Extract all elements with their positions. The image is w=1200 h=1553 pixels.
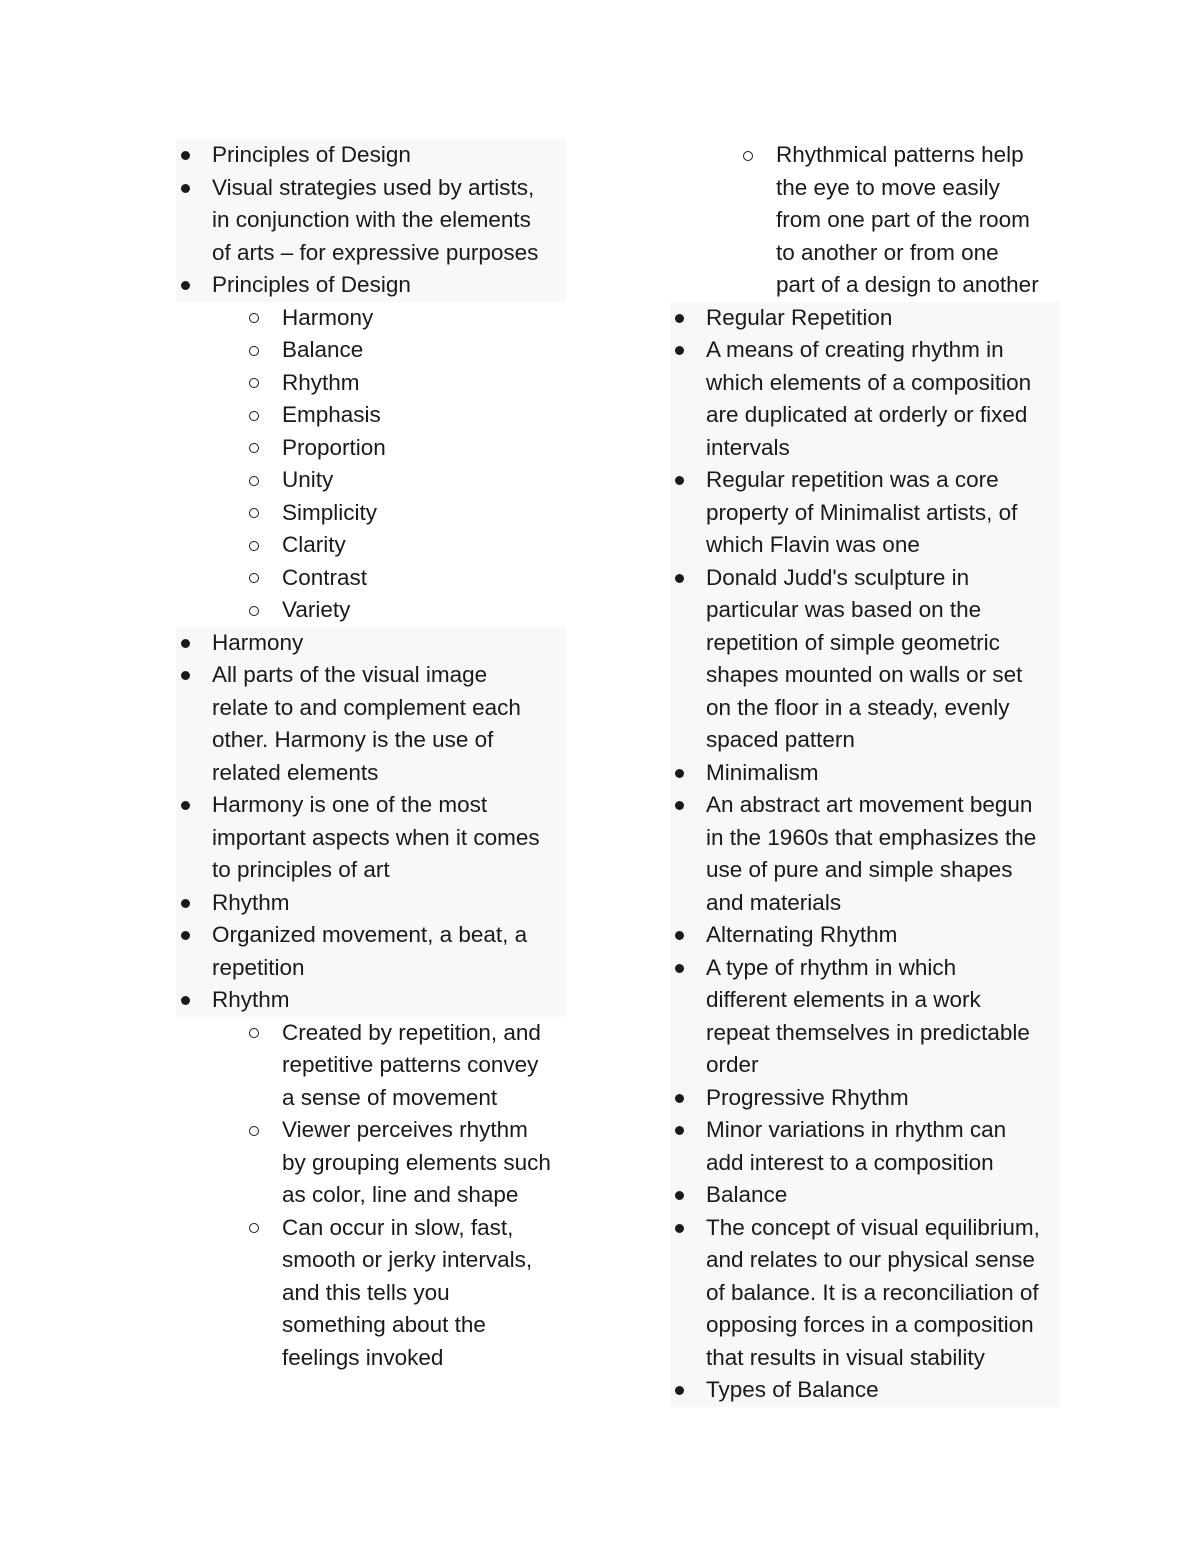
list-item-continuation xyxy=(670,1017,1060,1050)
list-item-text: which Flavin was one xyxy=(706,532,920,557)
list-item-text: Types of Balance xyxy=(706,1377,879,1402)
list-item xyxy=(670,334,1060,464)
filled-bullet-icon xyxy=(181,281,190,290)
list-item-continuation xyxy=(670,854,1060,887)
list-item-text: Regular repetition was a core xyxy=(706,467,999,492)
list-item-continuation xyxy=(176,1277,566,1310)
list-item xyxy=(176,269,566,302)
list-item-continuation xyxy=(670,594,1060,627)
list-item-text: The concept of visual equilibrium, xyxy=(706,1214,1040,1240)
list-item-text: as color, line and shape xyxy=(282,1182,519,1207)
hollow-bullet-icon xyxy=(249,606,259,616)
list-item-text: and this tells you xyxy=(282,1279,450,1305)
list-item xyxy=(176,659,566,789)
list-item-text: Visual strategies used by artists, xyxy=(212,174,535,200)
list-item-continuation xyxy=(670,237,1060,270)
list-item-text: repetition of simple geometric xyxy=(706,629,1000,655)
list-item-line xyxy=(670,562,1060,595)
hollow-bullet-icon xyxy=(249,1028,259,1038)
list-item xyxy=(670,952,1060,1082)
list-item-text: Variety xyxy=(282,597,351,622)
list-item-line xyxy=(176,789,566,822)
list-item-text: particular was based on the xyxy=(706,597,982,622)
list-item-continuation xyxy=(176,1342,566,1375)
list-item-text: to another or from one xyxy=(776,239,999,265)
list-item xyxy=(670,757,1060,790)
list-item-text: on the floor in a steady, evenly xyxy=(706,694,1010,720)
list-item-continuation xyxy=(670,627,1060,660)
filled-bullet-icon xyxy=(675,346,684,355)
list-item-continuation xyxy=(670,1049,1060,1082)
filled-bullet-icon xyxy=(181,639,190,648)
list-item-text: Balance xyxy=(282,337,364,362)
list-item-text: A type of rhythm in which xyxy=(706,954,957,980)
list-item xyxy=(176,887,566,920)
list-item-text: shapes mounted on walls or set xyxy=(706,662,1023,687)
list-item-text: Progressive Rhythm xyxy=(706,1084,909,1110)
list-item xyxy=(176,789,566,887)
list-item-line xyxy=(670,919,1060,952)
list-item-line xyxy=(176,984,566,1017)
list-item-text: to principles of art xyxy=(212,857,390,882)
filled-bullet-icon xyxy=(675,931,684,940)
filled-bullet-icon xyxy=(675,574,684,583)
filled-bullet-icon xyxy=(675,1191,684,1200)
list-item-continuation xyxy=(670,172,1060,205)
hollow-bullet-icon xyxy=(249,476,259,486)
list-item-text: Minimalism xyxy=(706,759,819,785)
list-item xyxy=(176,367,566,400)
filled-bullet-icon xyxy=(675,314,684,323)
list-item-text: Rhythmical patterns help xyxy=(776,142,1024,167)
list-item-text: Donald Judd's sculpture in xyxy=(706,564,970,590)
list-item-continuation xyxy=(670,1244,1060,1277)
list-item-continuation xyxy=(670,269,1060,302)
list-item-continuation xyxy=(176,822,566,855)
list-item xyxy=(176,627,566,660)
hollow-bullet-icon xyxy=(249,1223,259,1233)
list-item-text: spaced pattern xyxy=(706,727,855,752)
list-item-text: Unity xyxy=(282,467,334,492)
list-item xyxy=(176,594,566,627)
list-item-continuation xyxy=(176,1147,566,1180)
list-item-text: related elements xyxy=(212,759,379,785)
list-item xyxy=(670,1374,1060,1407)
list-item-text: Harmony xyxy=(282,304,374,330)
list-item-line xyxy=(176,1114,566,1147)
list-item-text: by grouping elements such xyxy=(282,1149,551,1175)
list-item xyxy=(176,497,566,530)
list-item xyxy=(176,172,566,270)
filled-bullet-icon xyxy=(181,931,190,940)
list-item-text: something about the xyxy=(282,1312,486,1337)
list-item-text: smooth or jerky intervals, xyxy=(282,1247,533,1272)
list-item-line xyxy=(176,594,566,627)
list-item-text: Emphasis xyxy=(282,402,381,427)
list-item xyxy=(176,1017,566,1115)
list-item-continuation xyxy=(670,204,1060,237)
list-item-text: and relates to our physical sense xyxy=(706,1247,1035,1272)
list-item xyxy=(670,302,1060,335)
list-item xyxy=(176,1114,566,1212)
filled-bullet-icon xyxy=(181,151,190,160)
list-item-line xyxy=(670,302,1060,335)
list-item-text: other. Harmony is the use of xyxy=(212,727,494,752)
list-item-text: Viewer perceives rhythm xyxy=(282,1117,528,1142)
list-item-continuation xyxy=(176,1179,566,1212)
list-item-line xyxy=(670,757,1060,790)
list-item-text: Contrast xyxy=(282,564,368,590)
list-item xyxy=(176,464,566,497)
filled-bullet-icon xyxy=(181,996,190,1005)
list-item-continuation xyxy=(670,1277,1060,1310)
list-item-text: that results in visual stability xyxy=(706,1344,985,1370)
list-item-text: Organized movement, a beat, a xyxy=(212,922,528,947)
hollow-bullet-icon xyxy=(249,443,259,453)
list-item-text: feelings invoked xyxy=(282,1344,444,1370)
list-item xyxy=(670,1179,1060,1212)
list-item-text: Created by repetition, and xyxy=(282,1019,541,1045)
filled-bullet-icon xyxy=(675,1386,684,1395)
filled-bullet-icon xyxy=(181,184,190,193)
list-item-continuation xyxy=(176,1049,566,1082)
hollow-bullet-icon xyxy=(249,508,259,518)
list-item xyxy=(670,789,1060,919)
list-item-text: repeat themselves in predictable xyxy=(706,1019,1030,1045)
list-item-line xyxy=(176,399,566,432)
list-item-text: in the 1960s that emphasizes the xyxy=(706,824,1037,850)
list-item-line xyxy=(176,887,566,920)
list-item-line xyxy=(670,334,1060,367)
list-item-text: Alternating Rhythm xyxy=(706,922,898,947)
list-item-line xyxy=(176,659,566,692)
list-item xyxy=(176,529,566,562)
list-item-line xyxy=(670,139,1060,172)
list-item-line xyxy=(670,1374,1060,1407)
list-item-continuation xyxy=(670,432,1060,465)
list-item-text: Principles of Design xyxy=(212,272,411,297)
left-column xyxy=(176,139,566,1374)
list-item-line xyxy=(670,789,1060,822)
list-item-continuation xyxy=(670,497,1060,530)
right-column xyxy=(670,139,1060,1407)
list-item-line xyxy=(670,464,1060,497)
list-item-text: repetition xyxy=(212,954,305,980)
list-item xyxy=(176,984,566,1017)
list-item-continuation xyxy=(176,1082,566,1115)
list-item-text: Balance xyxy=(706,1182,788,1207)
list-item-continuation xyxy=(670,529,1060,562)
list-item-text: add interest to a composition xyxy=(706,1149,994,1175)
filled-bullet-icon xyxy=(675,769,684,778)
list-item-text: in conjunction with the elements xyxy=(212,207,531,232)
list-item-continuation xyxy=(670,1342,1060,1375)
list-item-text: Rhythm xyxy=(212,987,290,1012)
list-item-text: important aspects when it comes xyxy=(212,824,540,850)
list-item xyxy=(176,302,566,335)
list-item-continuation xyxy=(176,1244,566,1277)
list-item-line xyxy=(176,334,566,367)
list-item-text: use of pure and simple shapes xyxy=(706,857,1013,882)
list-item-text: different elements in a work xyxy=(706,987,981,1012)
list-item xyxy=(176,334,566,367)
list-item-line xyxy=(670,1179,1060,1212)
list-item-text: Clarity xyxy=(282,532,346,557)
list-item-continuation xyxy=(670,1147,1060,1180)
list-item-continuation xyxy=(670,984,1060,1017)
list-item xyxy=(176,562,566,595)
list-item xyxy=(176,919,566,984)
list-item-continuation xyxy=(176,1309,566,1342)
hollow-bullet-icon xyxy=(249,346,259,356)
hollow-bullet-icon xyxy=(249,411,259,421)
list-item-continuation xyxy=(670,1309,1060,1342)
hollow-bullet-icon xyxy=(249,313,259,323)
list-item xyxy=(670,1212,1060,1375)
list-item-text: are duplicated at orderly or fixed xyxy=(706,402,1028,427)
list-item-continuation xyxy=(670,367,1060,400)
list-item xyxy=(670,919,1060,952)
list-item xyxy=(176,399,566,432)
list-item-line xyxy=(176,562,566,595)
list-item-continuation xyxy=(176,204,566,237)
list-item-text: Principles of Design xyxy=(212,142,411,167)
list-item-text: An abstract art movement begun xyxy=(706,792,1033,817)
list-item-text: from one part of the room xyxy=(776,207,1030,232)
list-item-continuation xyxy=(176,724,566,757)
list-item-text: a sense of movement xyxy=(282,1084,498,1110)
list-item-line xyxy=(176,172,566,205)
filled-bullet-icon xyxy=(675,1126,684,1135)
list-item-line xyxy=(176,627,566,660)
list-item-continuation xyxy=(176,757,566,790)
list-item-line xyxy=(176,269,566,302)
list-item-line xyxy=(670,1082,1060,1115)
list-item xyxy=(670,1114,1060,1179)
list-item-text: Simplicity xyxy=(282,499,378,525)
list-item-text: order xyxy=(706,1052,759,1077)
list-item-text: Regular Repetition xyxy=(706,304,893,330)
list-item-line xyxy=(176,529,566,562)
filled-bullet-icon xyxy=(675,801,684,810)
list-item-continuation xyxy=(670,692,1060,725)
list-item-text: property of Minimalist artists, of xyxy=(706,499,1018,525)
list-item-continuation xyxy=(176,952,566,985)
list-item-continuation xyxy=(670,887,1060,920)
list-item-text: part of a design to another xyxy=(776,272,1039,297)
list-item-continuation xyxy=(670,659,1060,692)
list-item-text: Harmony xyxy=(212,629,304,655)
list-item-line xyxy=(670,952,1060,985)
list-item-text: intervals xyxy=(706,434,790,460)
list-item-text: A means of creating rhythm in xyxy=(706,337,1004,362)
list-item-line xyxy=(176,139,566,172)
list-item-text: of arts – for expressive purposes xyxy=(212,239,539,265)
list-item-text: Can occur in slow, fast, xyxy=(282,1214,514,1240)
list-item-continuation xyxy=(176,692,566,725)
list-item xyxy=(176,1212,566,1375)
list-item xyxy=(670,464,1060,562)
filled-bullet-icon xyxy=(181,671,190,680)
filled-bullet-icon xyxy=(675,476,684,485)
filled-bullet-icon xyxy=(181,899,190,908)
list-item xyxy=(670,139,1060,302)
list-item-text: and materials xyxy=(706,889,842,915)
list-item xyxy=(176,432,566,465)
list-item-text: of balance. It is a reconciliation of xyxy=(706,1279,1039,1305)
list-item-line xyxy=(670,1114,1060,1147)
list-item-line xyxy=(670,1212,1060,1245)
list-item-text: Rhythm xyxy=(282,369,360,395)
hollow-bullet-icon xyxy=(743,151,753,161)
list-item-continuation xyxy=(670,822,1060,855)
list-item-line xyxy=(176,1212,566,1245)
hollow-bullet-icon xyxy=(249,573,259,583)
list-item-continuation xyxy=(176,854,566,887)
list-item-text: repetitive patterns convey xyxy=(282,1052,539,1077)
hollow-bullet-icon xyxy=(249,541,259,551)
list-item-text: which elements of a composition xyxy=(706,369,1032,395)
list-item-text: opposing forces in a composition xyxy=(706,1312,1034,1337)
list-item-line xyxy=(176,302,566,335)
list-item-line xyxy=(176,464,566,497)
list-item-continuation xyxy=(176,237,566,270)
list-item xyxy=(670,1082,1060,1115)
list-item xyxy=(670,562,1060,757)
list-item xyxy=(176,139,566,172)
list-item-line xyxy=(176,432,566,465)
list-item-text: All parts of the visual image xyxy=(212,662,488,687)
filled-bullet-icon xyxy=(675,964,684,973)
hollow-bullet-icon xyxy=(249,378,259,388)
list-item-line xyxy=(176,367,566,400)
list-item-text: Harmony is one of the most xyxy=(212,792,488,817)
list-item-text: the eye to move easily xyxy=(776,174,1000,200)
list-item-text: Minor variations in rhythm can xyxy=(706,1117,1007,1142)
list-item-line xyxy=(176,1017,566,1050)
filled-bullet-icon xyxy=(181,801,190,810)
list-item-text: Rhythm xyxy=(212,889,290,915)
list-item-text: relate to and complement each xyxy=(212,694,521,720)
filled-bullet-icon xyxy=(675,1224,684,1233)
list-item-continuation xyxy=(670,399,1060,432)
hollow-bullet-icon xyxy=(249,1126,259,1136)
list-item-continuation xyxy=(670,724,1060,757)
list-item-text: Proportion xyxy=(282,434,386,460)
list-item-line xyxy=(176,919,566,952)
list-item-line xyxy=(176,497,566,530)
filled-bullet-icon xyxy=(675,1094,684,1103)
